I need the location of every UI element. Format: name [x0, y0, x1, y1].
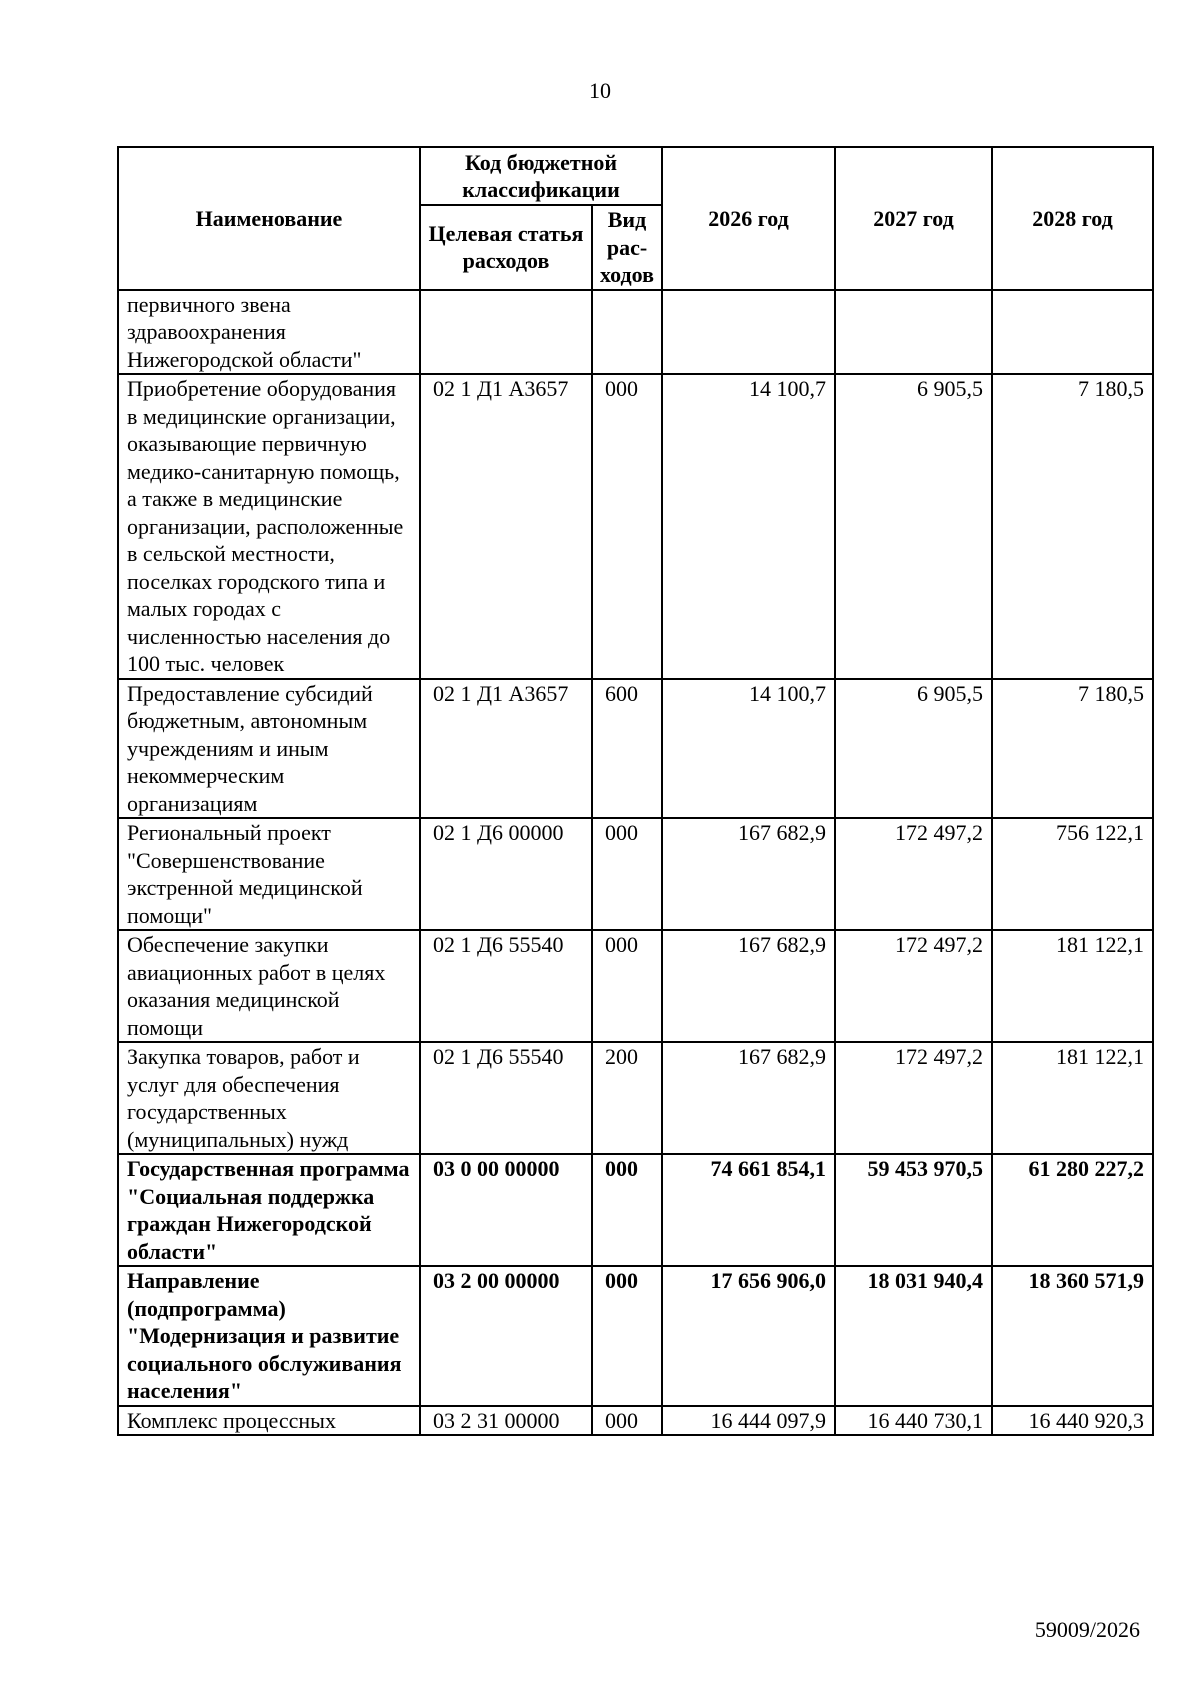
cell-name: Комплекс процессных — [118, 1406, 420, 1436]
cell-expense-type — [592, 290, 662, 375]
cell-expense-type: 000 — [592, 1154, 662, 1266]
table-row — [118, 930, 1153, 1042]
cell-name: Обеспечение закупки авиационных работ в целях оказания медицинской помощи — [118, 930, 420, 1042]
cell-2027: 6 905,5 — [835, 679, 992, 819]
cell-target-article: 02 1 Д6 55540 — [420, 1042, 592, 1154]
cell-target-article: 03 0 00 00000 — [420, 1154, 592, 1266]
cell-2026: 14 100,7 — [662, 374, 835, 679]
cell-2027: 172 497,2 — [835, 1042, 992, 1154]
cell-name: Направление (подпрограмма) "Модернизация и развитие социального обслуживания населения" — [118, 1266, 420, 1406]
cell-2026: 17 656 906,0 — [662, 1266, 835, 1406]
cell-2026: 167 682,9 — [662, 1042, 835, 1154]
cell-2026 — [662, 290, 835, 375]
document-number: 59009/2026 — [1034, 1617, 1140, 1642]
page-number: 10 — [589, 78, 611, 103]
header-2027: 2027 год — [835, 147, 992, 290]
cell-target-article: 02 1 Д1 А3657 — [420, 679, 592, 819]
cell-target-article: 02 1 Д6 00000 — [420, 818, 592, 930]
cell-2026: 167 682,9 — [662, 930, 835, 1042]
cell-2027: 59 453 970,5 — [835, 1154, 992, 1266]
header-name: Наименование — [118, 147, 420, 290]
header-code-group: Код бюджетной классификации — [420, 147, 662, 205]
cell-2028 — [992, 290, 1153, 375]
cell-2028: 181 122,1 — [992, 930, 1153, 1042]
cell-2027: 16 440 730,1 — [835, 1406, 992, 1436]
header-expense-type: Вид рас-ходов — [592, 205, 662, 290]
cell-2028: 181 122,1 — [992, 1042, 1153, 1154]
table-row — [118, 1406, 1153, 1436]
cell-name: Закупка товаров, работ и услуг для обеспечения государственных (муниципальных) нужд — [118, 1042, 420, 1154]
header-2026: 2026 год — [662, 147, 835, 290]
cell-2026: 167 682,9 — [662, 818, 835, 930]
cell-2028: 7 180,5 — [992, 679, 1153, 819]
cell-name: первичного звена здравоохранения Нижегородской области" — [118, 290, 420, 375]
table-row — [118, 1042, 1153, 1154]
cell-2028: 18 360 571,9 — [992, 1266, 1153, 1406]
cell-2027: 172 497,2 — [835, 930, 992, 1042]
header-2028: 2028 год — [992, 147, 1153, 290]
cell-target-article: 03 2 31 00000 — [420, 1406, 592, 1436]
cell-name: Государственная программа "Социальная поддержка граждан Нижегородской области" — [118, 1154, 420, 1266]
cell-2028: 756 122,1 — [992, 818, 1153, 930]
table-row — [118, 679, 1153, 819]
cell-2027: 18 031 940,4 — [835, 1266, 992, 1406]
table-row — [118, 818, 1153, 930]
table-row — [118, 1154, 1153, 1266]
cell-expense-type: 000 — [592, 1266, 662, 1406]
cell-expense-type: 000 — [592, 818, 662, 930]
cell-2026: 14 100,7 — [662, 679, 835, 819]
cell-name: Региональный проект "Совершенствование экстренной медицинской помощи" — [118, 818, 420, 930]
cell-name: Предоставление субсидий бюджетным, автономным учреждениям и иным некоммерческим организациям — [118, 679, 420, 819]
cell-expense-type: 000 — [592, 930, 662, 1042]
cell-2027: 6 905,5 — [835, 374, 992, 679]
cell-2027: 172 497,2 — [835, 818, 992, 930]
cell-2027 — [835, 290, 992, 375]
cell-2028: 7 180,5 — [992, 374, 1153, 679]
cell-2026: 16 444 097,9 — [662, 1406, 835, 1436]
cell-target-article — [420, 290, 592, 375]
cell-expense-type: 000 — [592, 1406, 662, 1436]
cell-name: Приобретение оборудования в медицинские организации, оказывающие первичную медико-санитарную помощь, а также в медицинские организации, расположенные в сельской местности, поселках городского типа и малых городах с численностью населения до 100 тыс. человек — [118, 374, 420, 679]
table-row — [118, 374, 1153, 679]
budget-table — [117, 146, 1154, 1436]
table-row — [118, 1266, 1153, 1406]
cell-expense-type: 200 — [592, 1042, 662, 1154]
cell-expense-type: 600 — [592, 679, 662, 819]
cell-2028: 16 440 920,3 — [992, 1406, 1153, 1436]
cell-2028: 61 280 227,2 — [992, 1154, 1153, 1266]
cell-2026: 74 661 854,1 — [662, 1154, 835, 1266]
header-target-article: Целевая статья расходов — [420, 205, 592, 290]
table-row — [118, 290, 1153, 375]
cell-target-article: 02 1 Д6 55540 — [420, 930, 592, 1042]
cell-target-article: 02 1 Д1 А3657 — [420, 374, 592, 679]
cell-expense-type: 000 — [592, 374, 662, 679]
cell-target-article: 03 2 00 00000 — [420, 1266, 592, 1406]
